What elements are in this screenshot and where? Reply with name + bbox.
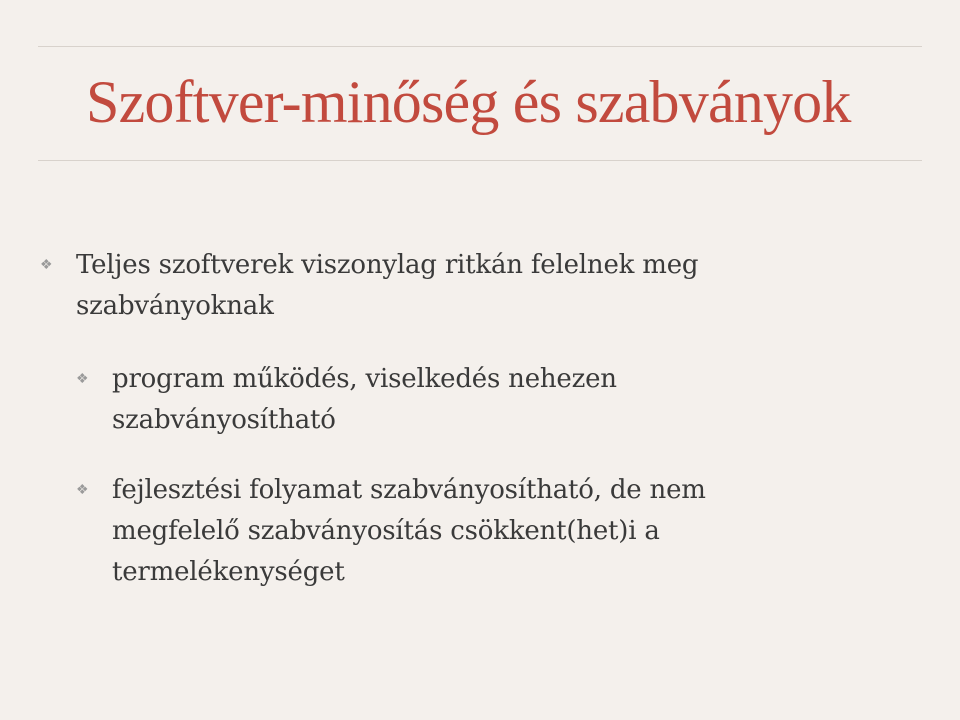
diamond-bullet-icon: ❖ (76, 482, 89, 498)
bullet-item-development-process (76, 470, 832, 593)
slide-title: Szoftver-minőség és szabványok (86, 69, 851, 135)
bullet-item-program-behavior (76, 359, 752, 441)
diamond-bullet-icon: ❖ (40, 257, 53, 273)
bullet-text: program működés, viselkedés nehezen szabványosítható (112, 364, 617, 435)
bullet-text: Teljes szoftverek viszonylag ritkán felelnek meg szabványoknak (76, 250, 699, 321)
bullet-text: fejlesztési folyamat szabványosítható, de nem megfelelő szabványosítás csökkent(het)i a termelékenységet (112, 475, 706, 587)
diamond-bullet-icon: ❖ (76, 371, 89, 387)
bullet-item-standards-compliance (40, 245, 816, 327)
